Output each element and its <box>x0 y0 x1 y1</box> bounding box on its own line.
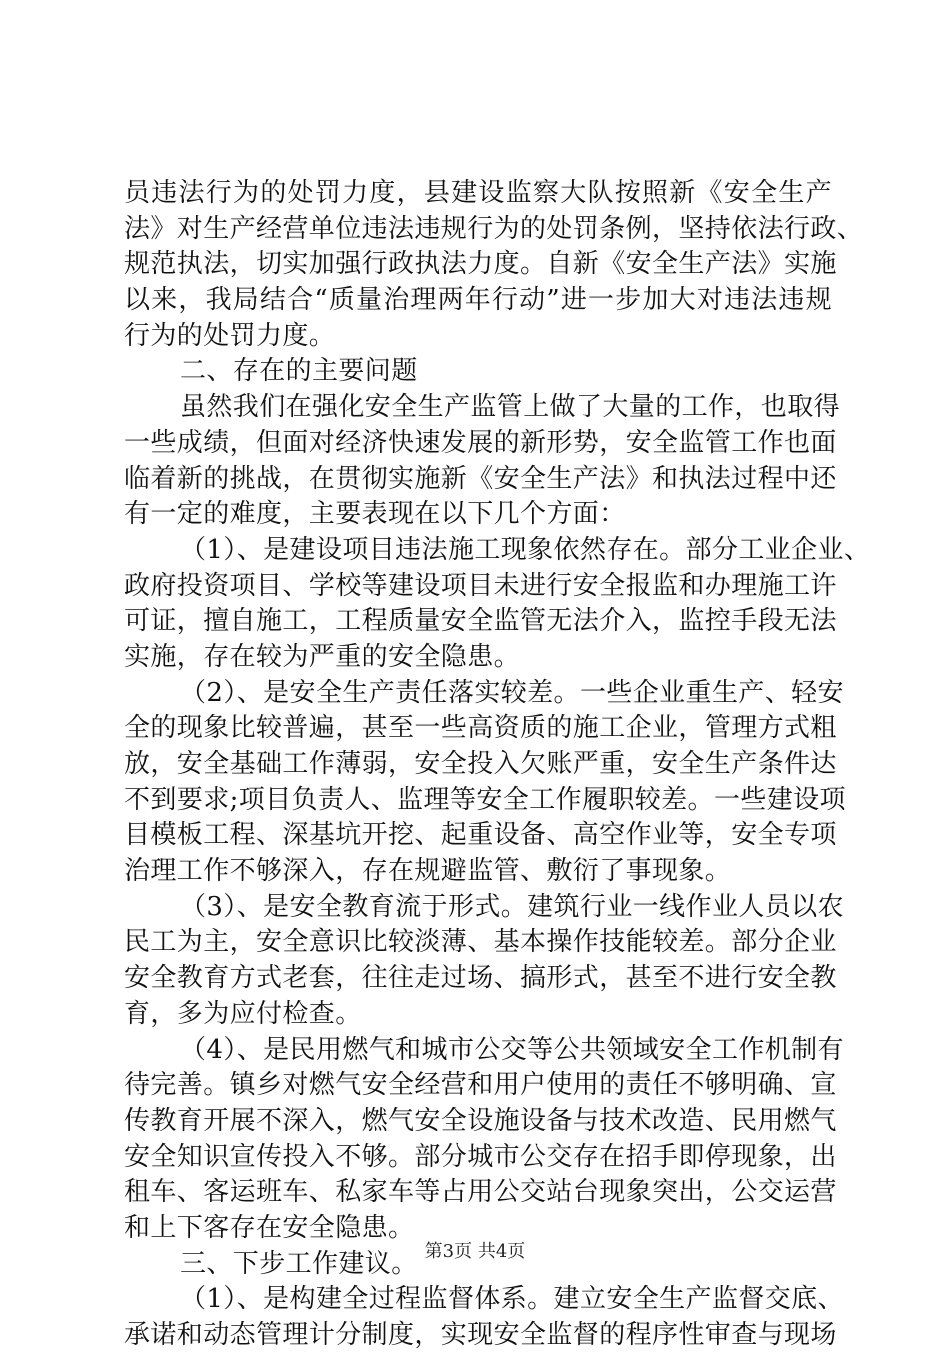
paragraph-first-line: （1）、是建设项目违法施工现象依然存在。部分工业企业、 <box>180 534 871 565</box>
text-line: 实施，存在较为严重的安全隐患。 <box>124 641 521 672</box>
text-line: 安全教育方式老套，往往走过场、搞形式，甚至不进行安全教 <box>124 963 837 994</box>
paragraph-first-line: 虽然我们在强化安全生产监管上做了大量的工作，也取得 <box>180 392 841 423</box>
paragraph-first-line: （4）、是民用燃气和城市公交等公共领域安全工作机制有 <box>180 1034 844 1065</box>
text-line: 安全知识宣传投入不够。部分城市公交存在招手即停现象，出 <box>124 1141 837 1172</box>
text-line: 临着新的挑战，在贯彻实施新《安全生产法》和执法过程中还 <box>124 463 837 494</box>
text-line: 规范执法，切实加强行政执法力度。自新《安全生产法》实施 <box>124 249 837 280</box>
text-line: 全的现象比较普遍，甚至一些高资质的施工企业，管理方式粗 <box>124 713 837 744</box>
text-line: 可证，擅自施工，工程质量安全监管无法介入，监控手段无法 <box>124 606 837 637</box>
text-line: 目模板工程、深基坑开挖、起重设备、高空作业等，安全专项 <box>124 820 837 851</box>
text-line: 法》对生产经营单位违法违规行为的处罚条例，坚持依法行政、 <box>124 213 864 244</box>
text-line: 承诺和动态管理计分制度，实现安全监督的程序性审查与现场 <box>124 1320 837 1350</box>
text-line: 待完善。镇乡对燃气安全经营和用户使用的责任不够明确、宣 <box>124 1070 837 1101</box>
text-line: 不到要求;项目负责人、监理等安全工作履职较差。一些建设项 <box>124 784 846 815</box>
document-body <box>124 176 871 1354</box>
text-line: 员违法行为的处罚力度，县建设监察大队按照新《安全生产 <box>124 178 832 208</box>
text-line: 和上下客存在安全隐患。 <box>124 1212 415 1243</box>
text-line: 有一定的难度，主要表现在以下几个方面： <box>124 499 626 530</box>
text-line: 行为的处罚力度。 <box>124 320 336 351</box>
section-heading: 三、下步工作建议。 <box>180 1248 418 1279</box>
paragraph-first-line: （1）、是构建全过程监督体系。建立安全生产监督交底、 <box>180 1284 844 1315</box>
paragraph-first-line: （3）、是安全教育流于形式。建筑行业一线作业人员以农 <box>180 891 844 922</box>
paragraph-first-line: （2）、是安全生产责任落实较差。一些企业重生产、轻安 <box>180 677 844 708</box>
section-heading: 二、存在的主要问题 <box>180 356 418 387</box>
text-line: 政府投资项目、学校等建设项目未进行安全报监和办理施工许 <box>124 570 837 601</box>
text-line: 传教育开展不深入，燃气安全设施设备与技术改造、民用燃气 <box>124 1105 837 1136</box>
text-line: 一些成绩，但面对经济快速发展的新形势，安全监管工作也面 <box>124 427 837 458</box>
page-number-footer: 第3页 共4页 <box>424 1241 526 1262</box>
text-line: 育，多为应付检查。 <box>124 998 362 1029</box>
text-line: 租车、客运班车、私家车等占用公交站台现象突出，公交运营 <box>124 1177 837 1208</box>
text-line: 民工为主，安全意识比较淡薄、基本操作技能较差。部分企业 <box>124 927 837 958</box>
text-line: 治理工作不够深入，存在规避监管、敷衍了事现象。 <box>124 856 732 887</box>
text-line: 以来，我局结合“质量治理两年行动”进一步加大对违法违规 <box>124 285 832 316</box>
text-line: 放，安全基础工作薄弱，安全投入欠账严重，安全生产条件达 <box>124 749 837 779</box>
